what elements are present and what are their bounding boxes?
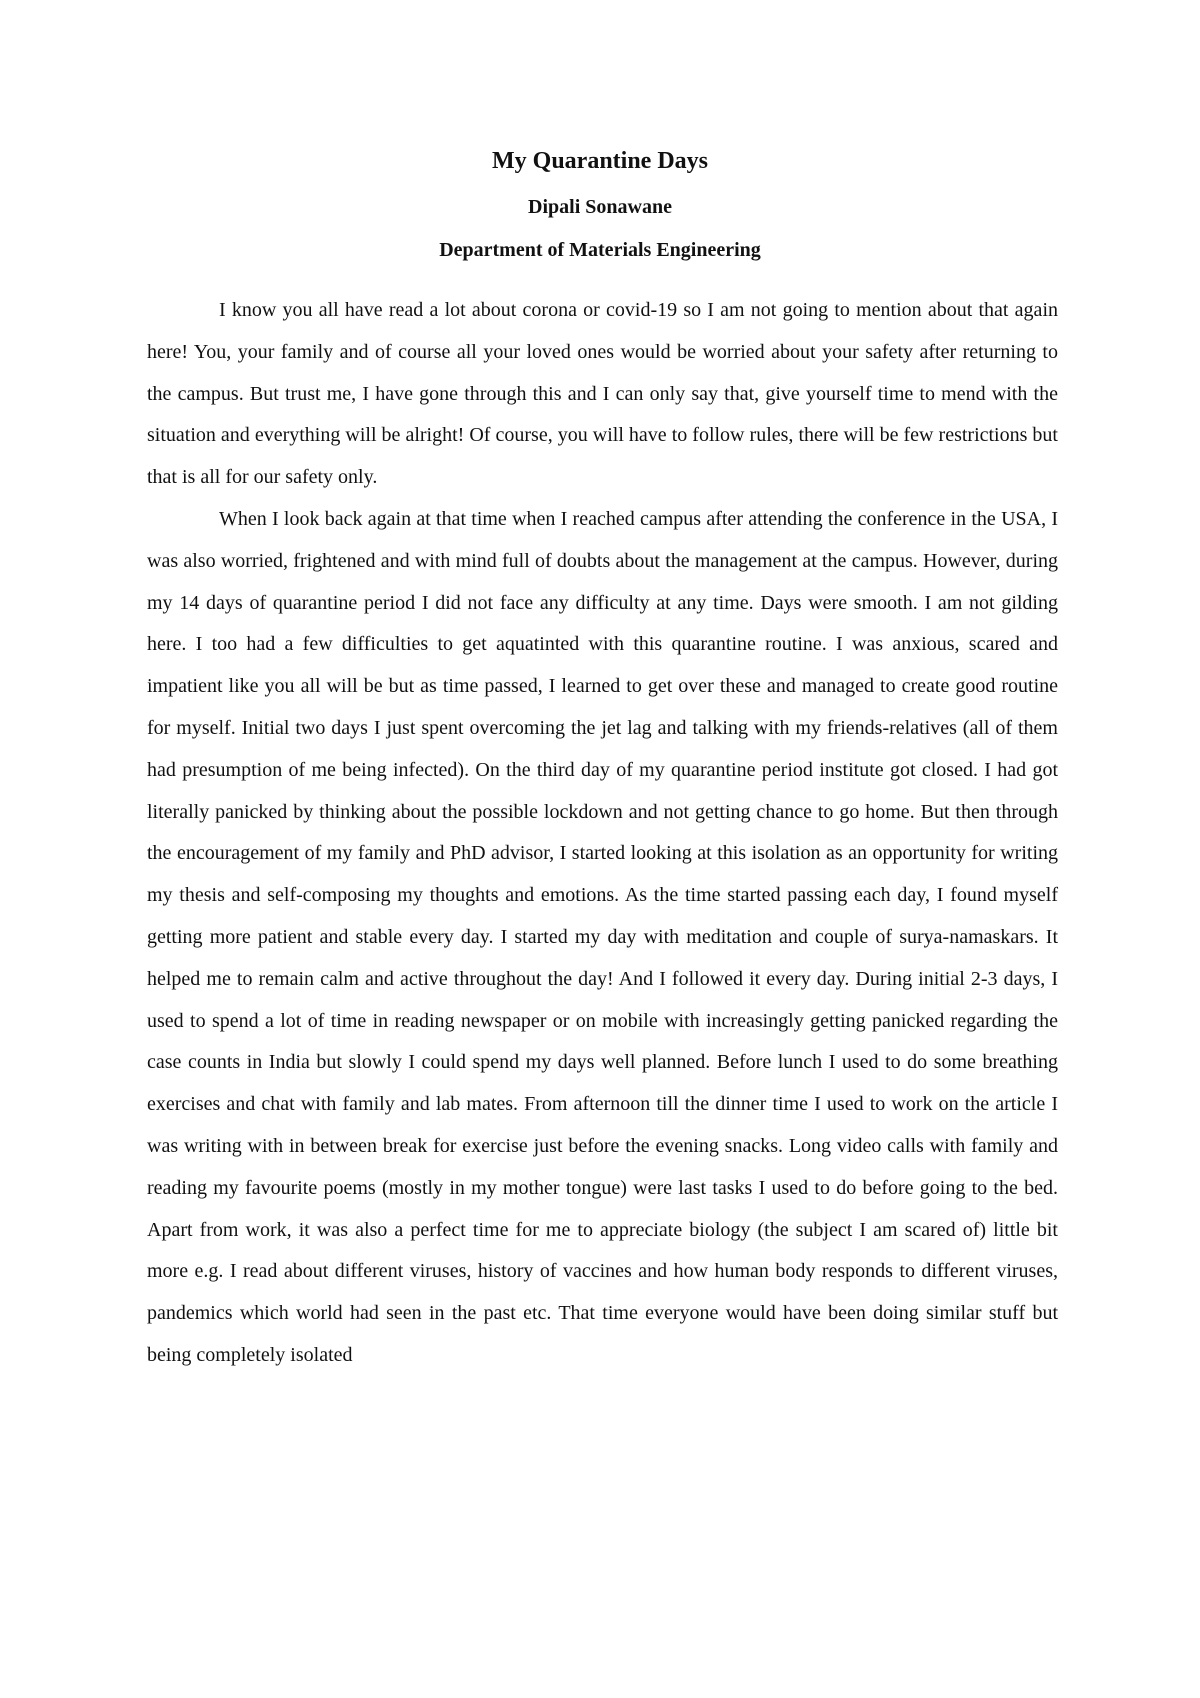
author-department: Department of Materials Engineering <box>439 239 761 261</box>
document-body <box>147 290 1058 1377</box>
paragraph-2: When I look back again at that time when I reached campus after attending the conference in the USA, I was also worried, frightened and with mind full of doubts about the management at the campus. However, during my 14 days of quarantine period I did not face any difficulty at any time. Days were smooth. I am not gilding here. I too had a few difficulties to get aquatinted with this quarantine routine. I was anxious, scared and impatient like you all will be but as time passed, I learned to get over these and managed to create good routine for myself. Initial two days I just spent overcoming the jet lag and talking with my friends-relatives (all of them had presumption of me being infected). On the third day of my quarantine period institute got closed. I had got literally panicked by thinking about the possible lockdown and not getting chance to go home. But then through the encouragement of my family and PhD advisor, I started looking at this isolation as an opportunity for writing my thesis and self-composing my thoughts and emotions. As the time started passing each day, I found myself getting more patient and stable every day. I started my day with meditation and couple of surya-namaskars. It helped me to remain calm and active throughout the day! And I followed it every day. During initial 2-3 days, I used to spend a lot of time in reading newspaper or on mobile with increasingly getting panicked regarding the case counts in India but slowly I could spend my days well planned. Before lunch I used to do some breathing exercises and chat with family and lab mates. From afternoon till the dinner time I used to work on the article I was writing with in between break for exercise just before the evening snacks. Long video calls with family and reading my favourite poems (mostly in my mother tongue) were last tasks I used to do before going to the bed. Apart from work, it was also a perfect time for me to appreciate biology (the subject I am scared of) little bit more e.g. I read about different viruses, history of vaccines and how human body responds to different viruses, pandemics which world had seen in the past etc. That time everyone would have been doing similar stuff but being completely isolated <box>147 507 1058 1366</box>
author-name: Dipali Sonawane <box>528 196 672 218</box>
paragraph-1: I know you all have read a lot about corona or covid-19 so I am not going to mention about that again here! You, your family and of course all your loved ones would be worried about your safety after returning to the campus. But trust me, I have gone through this and I can only say that, give yourself time to mend with the situation and everything will be alright! Of course, you will have to follow rules, there will be few restrictions but that is all for our safety only. <box>147 299 1058 489</box>
document-title: My Quarantine Days <box>492 148 708 174</box>
